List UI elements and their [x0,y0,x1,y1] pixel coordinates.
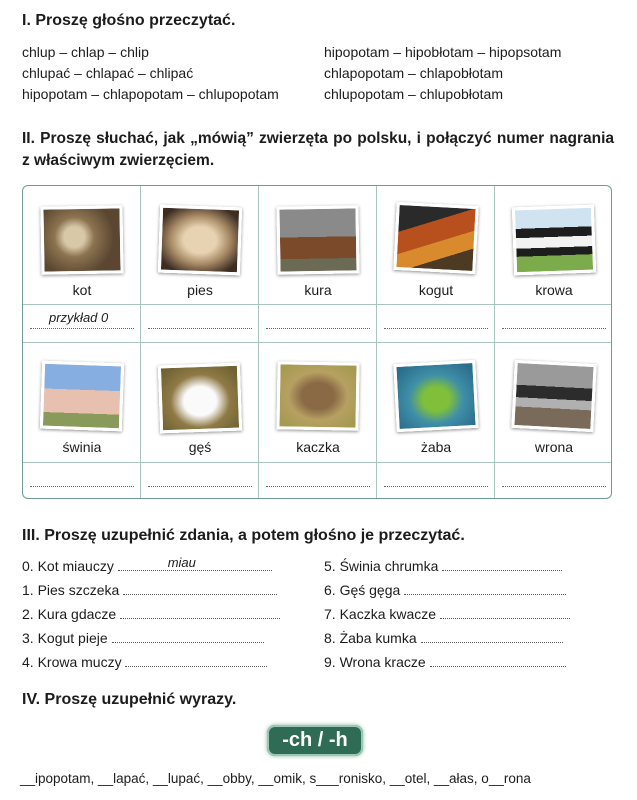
sentence-line [324,606,570,630]
answer-cell[interactable] [495,304,612,342]
phrase-line: chlapopotam – chlapobłotam [324,65,504,81]
sentence-text: 0. Kot miauczy [22,558,114,574]
pug-photo [158,205,242,276]
sentence-text: 6. Gęś gęga [324,582,401,598]
ch-h-badge: -ch / -h [267,725,363,756]
answer-cell[interactable] [23,304,141,342]
answer-line[interactable] [502,486,606,487]
animal-cell-zaba [377,342,495,462]
section-3-left-list [22,555,280,678]
phrase-line: chlupać – chlapać – chlipać [22,65,194,81]
answer-line[interactable] [148,328,252,329]
sentence-line [324,558,570,582]
animal-cell-swinia [23,342,141,462]
animal-label: kura [304,282,332,298]
animal-label: kot [72,282,92,298]
sentence-line [324,582,570,606]
sentence-text: 5. Świnia chrumka [324,558,439,574]
sentence-line [324,654,570,678]
sentence-text: 8. Żaba kumka [324,630,417,646]
animal-cell-kot [23,186,141,304]
phrase-line: hipopotam – chlapopotam – chlupopotam [22,86,279,102]
answer-line[interactable] [502,328,606,329]
answer-cell[interactable] [141,304,259,342]
phrase-line: chlupopotam – chlupobłotam [324,86,504,102]
sentence-blank[interactable] [404,582,566,595]
answer-line[interactable] [266,328,370,329]
section-3-heading: III. Proszę uzupełnić zdania, a potem głośno je przeczytać. [22,527,465,544]
animals-table [22,185,612,499]
sentence-text: 7. Kaczka kwacze [324,606,437,622]
animal-label: pies [187,282,213,298]
rooster-photo [393,202,478,274]
sentence-blank[interactable] [430,654,566,667]
duck-photo [276,361,359,430]
phrase-line: chlup – chlap – chlip [22,44,149,60]
hen-photo [276,205,359,274]
answer-line[interactable] [384,486,488,487]
animal-label: kaczka [296,439,340,455]
animal-label: kogut [418,282,454,298]
sentence-line [22,582,280,606]
answer-line[interactable] [30,328,134,329]
phrase-line: hipopotam – hipobłotam – hipopsotam [324,44,562,60]
sentence-text: 4. Krowa muczy [22,654,122,670]
answer-cell[interactable] [259,462,377,499]
animal-cell-wrona [495,342,612,462]
sentence-blank[interactable] [442,558,562,571]
animal-cell-pies [141,186,259,304]
answer-cell[interactable] [23,462,141,499]
section-2-heading [22,128,614,172]
answer-line[interactable] [148,486,252,487]
sentence-line [324,630,570,654]
animal-label: świnia [62,439,102,455]
sentence-line [22,606,280,630]
sentence-blank[interactable] [125,654,267,667]
sentence-line [22,555,280,582]
animal-cell-krowa [495,186,612,304]
example-answer: miau [167,555,196,570]
animal-label: żaba [420,439,452,455]
frog-photo [393,360,478,432]
sentence-line [22,654,280,678]
answer-line[interactable] [30,486,134,487]
animal-label: gęś [188,439,212,455]
sentence-blank[interactable] [112,630,264,643]
answer-cell[interactable] [495,462,612,499]
animal-cell-kaczka [259,342,377,462]
animal-label: wrona [534,439,574,455]
sentence-text: 1. Pies szczeka [22,582,120,598]
section-1-left-list [22,44,279,107]
sentence-blank[interactable] [120,606,280,619]
answer-line[interactable] [266,486,370,487]
sentence-text: 3. Kogut pieje [22,630,108,646]
sentence-line [22,630,280,654]
section-1-heading: I. Proszę głośno przeczytać. [22,12,236,29]
sentence-text: 9. Wrona kracze [324,654,426,670]
animal-cell-ges [141,342,259,462]
sentence-blank[interactable] [421,630,563,643]
animal-label: krowa [535,282,573,298]
sentence-blank[interactable] [440,606,570,619]
pig-photo [40,361,124,432]
animal-cell-kogut [377,186,495,304]
answer-line[interactable] [384,328,488,329]
fill-in-words: __ipopotam, __lapać, __lupać, __obby, __omik, s___ronisko, __otel, __ałas, o__rona [20,771,531,786]
section-1-right-list [324,44,561,107]
example-label: przykład 0 [49,310,109,325]
animal-cell-kura [259,186,377,304]
section-4-heading: IV. Proszę uzupełnić wyrazy. [22,691,237,708]
answer-cell[interactable] [141,462,259,499]
answer-cell[interactable] [377,462,495,499]
sentence-text: 2. Kura gdacze [22,606,117,622]
answer-cell[interactable] [377,304,495,342]
sentence-blank[interactable] [118,555,272,571]
crow-photo [511,360,596,432]
answer-cell[interactable] [259,304,377,342]
section-2-heading-line2: z właściwym zwierzęciem. [22,152,215,169]
goose-photo [158,363,242,434]
sentence-blank[interactable] [123,582,277,595]
section-2-heading-line1: II. Proszę słuchać, jak „mówią” zwierzęta po polsku, i połączyć numer nagrania [22,130,614,147]
cow-photo [512,205,596,276]
cat-photo [40,205,123,274]
section-3-right-list [324,558,570,678]
